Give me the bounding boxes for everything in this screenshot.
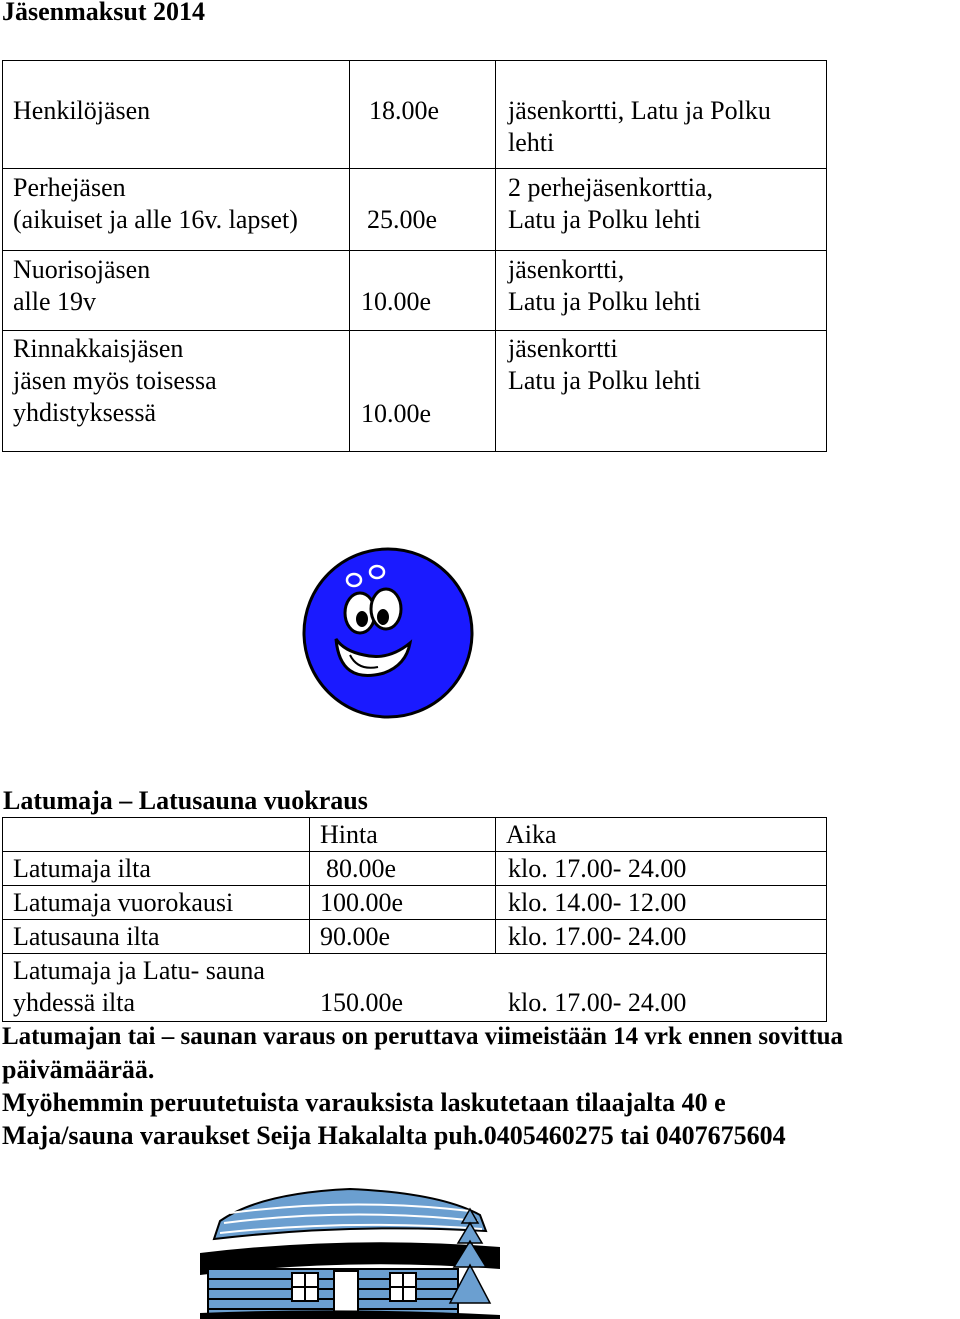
row-divider [3,851,826,852]
fee-benefit: jäsenkortti Latu ja Polku lehti [508,334,701,395]
rental-time: klo. 17.00- 24.00 [508,988,687,1017]
late-cancellation-fee-note: Myöhemmin peruutetuista varauksista laskutetaan tilaajalta 40 e [2,1088,726,1117]
fee-benefit: jäsenkortti, Latu ja Polku lehti [508,255,701,316]
row-divider [3,168,826,169]
rental-item: Latumaja ilta [13,854,151,883]
fee-type: Nuorisojäsen alle 19v [13,255,151,316]
rental-price: 80.00e [326,854,397,883]
rental-time: klo. 14.00- 12.00 [508,888,687,917]
fee-type: Perhejäsen (aikuiset ja alle 16v. lapset) [13,173,298,234]
fee-price: 10.00e [361,399,432,428]
rental-item: Latumaja ja Latu- sauna yhdessä ilta [13,956,265,1017]
rental-price: 90.00e [320,922,391,951]
smiley-face-icon [298,543,478,723]
column-divider [349,61,350,451]
fee-type: Henkilöjäsen [13,96,151,125]
rental-item: Latusauna ilta [13,922,160,951]
rental-item: Latumaja vuorokausi [13,888,234,917]
row-divider [3,953,826,954]
fee-price: 10.00e [361,287,432,316]
row-divider [3,919,826,920]
membership-fee-table [2,60,827,452]
rental-time: klo. 17.00- 24.00 [508,854,687,883]
fee-price: 18.00e [369,96,440,125]
rental-time: klo. 17.00- 24.00 [508,922,687,951]
cancellation-note-end: päivämäärää. [2,1055,155,1084]
rental-price: 150.00e [320,988,404,1017]
cancellation-note: Latumajan tai – saunan varaus on peruttava viimeistään 14 vrk ennen sovittua [2,1023,844,1050]
log-cabin-icon [200,1183,500,1319]
booking-contact-note: Maja/sauna varaukset Seija Hakalalta puh.0405460275 tai 0407675604 [2,1121,786,1150]
rental-section-title: Latumaja – Latusauna vuokraus [3,786,368,815]
row-divider [3,250,826,251]
rental-price: 100.00e [320,888,404,917]
time-column-header: Aika [506,820,557,849]
column-divider [495,61,496,451]
fee-price: 25.00e [367,205,438,234]
price-column-header: Hinta [320,820,378,849]
rental-price-table [2,817,827,1022]
row-divider [3,885,826,886]
page-title: Jäsenmaksut 2014 [2,0,205,26]
fee-benefit: jäsenkortti, Latu ja Polku lehti [508,96,771,157]
fee-type: Rinnakkaisjäsen jäsen myös toisessa yhdistyksessä [13,334,217,427]
row-divider [3,330,826,331]
fee-benefit: 2 perhejäsenkorttia, Latu ja Polku lehti [508,173,714,234]
